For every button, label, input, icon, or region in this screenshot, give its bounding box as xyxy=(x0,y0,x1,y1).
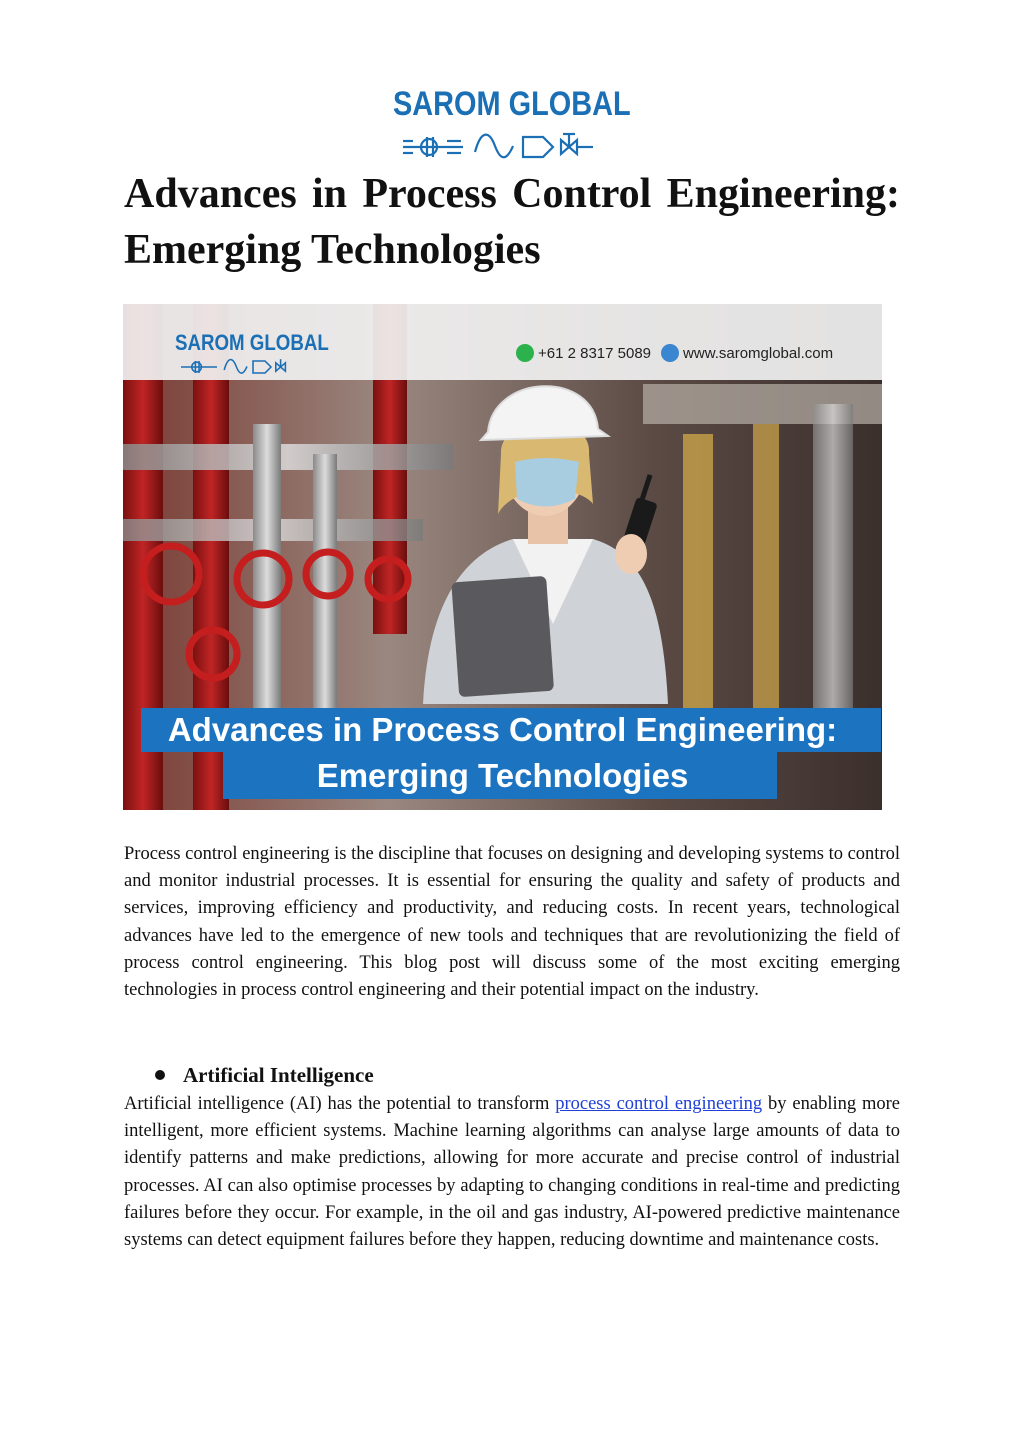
section-heading-ai-text: Artificial Intelligence xyxy=(183,1063,374,1087)
hero-image xyxy=(123,304,882,810)
brand-logo xyxy=(393,84,631,164)
process-symbols-icon xyxy=(403,132,603,162)
section-heading-ai xyxy=(155,1063,374,1088)
hero-website: www.saromglobal.com xyxy=(683,344,834,362)
whatsapp-icon xyxy=(516,344,534,362)
intro-paragraph: Process control engineering is the discipline that focuses on designing and developing systems to control and monitor industrial processes. It is essential for ensuring the quality and safety of products and services, improving efficiency and productivity, and reducing costs. In recent years, technological advances have led to the emergence of new tools and techniques that are revolutionizing the field of process control engineering. This blog post will discuss some of the most exciting emerging technologies in process control engineering and their potential impact on the industry. xyxy=(124,844,900,1001)
hero-banner-line1: Advances in Process Control Engineering: xyxy=(167,711,838,748)
ai-text-after-link: by enabling more intelligent, more efficient systems. Machine learning algorithms can analyse large amounts of data to identify patterns and make predictions, allowing for more accurate and precise control of industrial processes. AI can also optimise processes by adapting to changing conditions in real-time and predicting failures before they occur. For example, in the oil and gas industry, AI-powered predictive maintenance systems can detect equipment failures before they happen, reducing downtime and maintenance costs. xyxy=(124,1094,900,1251)
brand-name: SAROM GLOBAL xyxy=(393,85,631,123)
ai-paragraph xyxy=(124,1091,900,1254)
hero-phone: +61 2 8317 5089 xyxy=(538,344,652,362)
page-title: Advances in Process Control Engineering: Emerging Technologies xyxy=(124,171,900,273)
hero-process-symbols-icon xyxy=(181,358,301,376)
ai-text-before-link: Artificial intelligence (AI) has the potential to transform xyxy=(124,1094,556,1114)
hero-header-bar xyxy=(123,304,882,380)
process-control-engineering-link[interactable]: process control engineering xyxy=(555,1094,763,1114)
hero-contact-info xyxy=(516,344,833,362)
hero-banner-line2: Emerging Technologies xyxy=(316,757,689,794)
globe-icon xyxy=(661,344,679,362)
bullet-icon xyxy=(155,1070,165,1080)
hero-brand-name: SAROM GLOBAL xyxy=(175,330,329,355)
